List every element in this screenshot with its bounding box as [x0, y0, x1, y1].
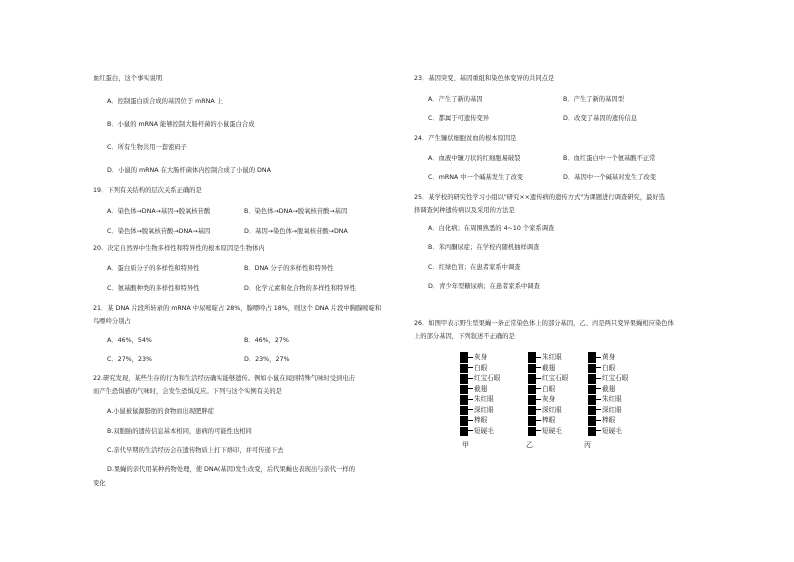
band-divider [460, 426, 468, 427]
gene-label: 深红眼 [596, 406, 622, 414]
q21-option-a: A．46%，54% [107, 337, 152, 344]
band-divider [460, 363, 468, 364]
q23-option-d: D．改变了基因的遗传信息 [563, 115, 638, 122]
q19-option-d: D．基因→染色体→脱氧核苷酸→DNA [244, 228, 348, 235]
q21-option-b: B．46%，27% [244, 337, 289, 344]
gene-label: 棒眼 [468, 416, 487, 424]
gene-label: 灰身 [536, 395, 555, 403]
band-divider [528, 405, 536, 406]
q23-option-b: B．产生了新的基因型 [563, 96, 624, 103]
gene-label: 深红眼 [536, 406, 562, 414]
band-divider [460, 373, 468, 374]
q20-option-d: D．化学元素和化合物的多样性和特异性 [244, 285, 356, 292]
q24-option-d: D．基因中一个碱基对发生了改变 [563, 174, 657, 181]
q26-stem-line1: 26．如图甲表示野生型果蝇一条正常染色体上的部分基因，乙、丙是两只变异果蝇相应染色体 [414, 320, 674, 327]
band-divider [588, 405, 596, 406]
q25-stem-line1: 25．某学校的研究性学习小组以"研究××遗传病的遗传方式"为课题进行调查研究，最好选 [414, 194, 666, 201]
gene-label: 截翅 [536, 364, 555, 372]
gene-label: 短硬毛 [468, 427, 494, 435]
q22-option-d-line1: D.果蝇的亲代用某种药物处理，使 DNA(基因)发生改变，后代果蝇也表现出与亲代一样的 [107, 466, 356, 473]
band-divider [528, 415, 536, 416]
gene-label: 朱红眼 [596, 395, 622, 403]
q18-option-b: B．小鼠的 mRNA 能够控制大肠杆菌的小鼠蛋白合成 [107, 121, 255, 128]
label-bing: 丙 [584, 441, 591, 449]
q18-stem-cont: 血红蛋白，这个事实说明 [93, 75, 163, 82]
q22-option-a: A.小鼠被鼠源脂肪的食物而出现肥胖症 [107, 408, 214, 415]
band-divider [460, 415, 468, 416]
q19-stem: 19．下列有关结构的层次关系正确的是 [93, 187, 202, 194]
q21-option-d: D．23%，27% [244, 356, 290, 363]
band-divider [460, 384, 468, 385]
band-divider [528, 394, 536, 395]
q23-stem: 23．基因突变、基因重组和染色体变异的共同点是 [414, 75, 555, 82]
gene-label: 截翅 [468, 385, 487, 393]
q23-option-c: C．都属于可遗传变异 [428, 115, 490, 122]
gene-label: 灰身 [468, 353, 487, 361]
q25-option-b: B．苯丙酮尿症；在学校内随机抽样调查 [428, 244, 540, 251]
q25-stem-line2: 择调查何种遗传病以及采用的方法是 [414, 207, 515, 214]
q25-option-c: C．红绿色盲；在患者家系中调查 [428, 264, 521, 271]
band-divider [588, 394, 596, 395]
band-divider [588, 373, 596, 374]
q25-option-d: D．青少年型糖尿病；在患者家系中调查 [428, 283, 540, 290]
q18-option-d: D．小鼠的 mRNA 在大肠杆菌体内控制合成了小鼠的 DNA [107, 167, 271, 174]
q22-option-c: C.亲代早期的生活经历会在遗传物质上打下烙印，并可传递下去 [107, 447, 284, 454]
band-divider [588, 384, 596, 385]
gene-label: 棒眼 [596, 416, 615, 424]
gene-label: 白眼 [596, 364, 615, 372]
q23-option-a: A．产生了新的基因 [428, 96, 483, 103]
band-divider [528, 363, 536, 364]
gene-label: 朱红眼 [468, 395, 494, 403]
q21-stem-line2: 鸟嘌呤分别占 [93, 318, 131, 325]
q19-option-c: C．染色体→脱氧核苷酸→DNA→基因 [107, 228, 211, 235]
band-divider [528, 384, 536, 385]
band-divider [528, 426, 536, 427]
gene-label: 黄身 [596, 353, 615, 361]
q24-option-b: B．血红蛋白中一个氨基酸不正常 [563, 155, 656, 162]
gene-label: 红宝石眼 [468, 374, 500, 382]
band-divider [460, 405, 468, 406]
label-jia: 甲 [462, 441, 469, 449]
q21-stem-line1: 21．某 DNA 片段所转录的 mRNA 中尿嘧啶占 28%，腺嘌呤占 18%，则这个 DNA 片段中胸腺嘧啶和 [93, 305, 382, 312]
q18-option-c: C．所有生物共用一套密码子 [107, 144, 187, 151]
band-divider [588, 415, 596, 416]
gene-label: 白眼 [468, 364, 487, 372]
q18-option-a: A．控制蛋白质合成的基因位于 mRNA 上 [107, 98, 223, 105]
q19-option-a: A．染色体→DNA→基因→脱氧核苷酸 [107, 208, 211, 215]
band-divider [528, 373, 536, 374]
q20-option-b: B．DNA 分子的多样性和特异性 [244, 265, 334, 272]
q22-option-d-line2: 变化 [93, 480, 106, 487]
q22-option-b: B.双胞胎的遗传信息基本相同，患病的可能性也相同 [107, 428, 252, 435]
label-yi: 乙 [526, 441, 533, 449]
q22-stem-line2: 而产生恐惧感的气味时，会发生恐惧反应。下列与这个实例有关的是 [93, 388, 282, 395]
band-divider [588, 363, 596, 364]
gene-label: 红宝石眼 [596, 374, 628, 382]
q20-stem: 20．决定自然界中生物多样性和特异性的根本原因是生物体内 [93, 245, 265, 252]
band-divider [588, 426, 596, 427]
q24-stem: 24．产生镰状细胞贫血的根本原因是 [414, 135, 517, 142]
q24-option-a: A．血液中镰刀状的红细胞易破裂 [428, 155, 521, 162]
q21-option-c: C．27%，23% [107, 356, 152, 363]
q26-stem-line2: 上的部分基因，下列叙述不正确的是 [414, 333, 515, 340]
q19-option-b: B．染色体→DNA→脱氧核苷酸→基因 [244, 208, 348, 215]
q22-stem-line1: 22.研究发现，某些生存的行为和生活经历确实能够遗传。例如小鼠在闻到特殊气味时受到电击 [93, 375, 355, 382]
q20-option-c: C．氨基酸种类的多样性和特异性 [107, 285, 200, 292]
gene-label: 朱红眼 [536, 353, 562, 361]
gene-label: 红宝石眼 [536, 374, 568, 382]
gene-label: 深红眼 [468, 406, 494, 414]
band-divider [460, 394, 468, 395]
q24-option-c: C．mRNA 中一个碱基发生了改变 [428, 174, 524, 181]
gene-label: 短硬毛 [536, 427, 562, 435]
gene-label: 截翅 [596, 385, 615, 393]
q20-option-a: A．蛋白质分子的多样性和特异性 [107, 265, 200, 272]
gene-label: 短硬毛 [596, 427, 622, 435]
gene-label: 白眼 [536, 385, 555, 393]
gene-label: 棒眼 [536, 416, 555, 424]
q25-option-a: A．白化病；在周围熟悉的 4~10 个家系调查 [428, 225, 555, 232]
